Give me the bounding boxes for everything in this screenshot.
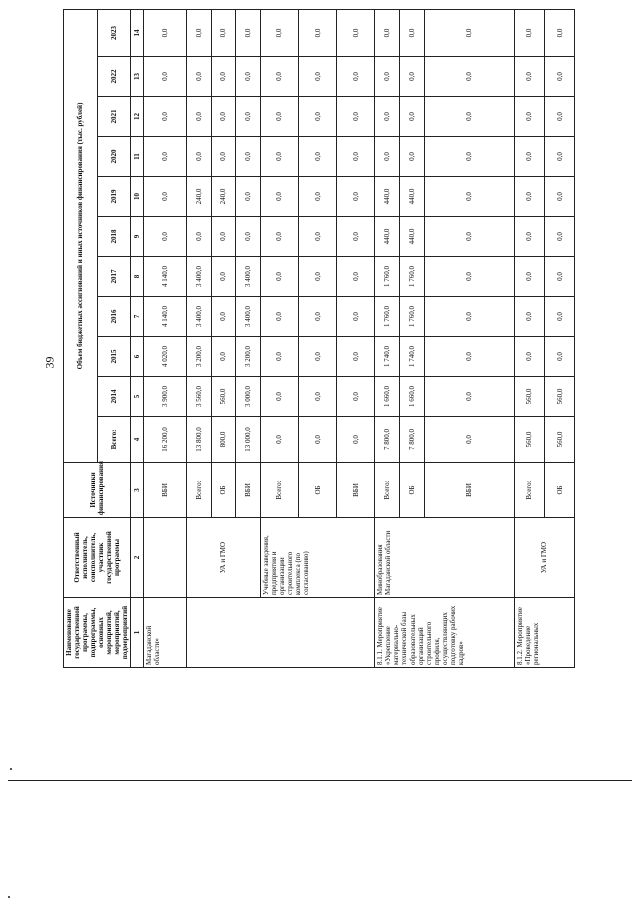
cell-value: 0,0 bbox=[260, 377, 298, 417]
header-volume: Объем бюджетных ассигнований и иных источников финансирования (тыс. рублей) bbox=[64, 9, 98, 462]
rotated-table-frame bbox=[63, 10, 564, 668]
column-number: 3 bbox=[131, 463, 144, 518]
column-number: 7 bbox=[131, 297, 144, 337]
cell-value: 3 200,0 bbox=[186, 337, 211, 377]
cell-value: 0,0 bbox=[544, 9, 574, 56]
cell-value: 0,0 bbox=[337, 257, 375, 297]
column-number: 4 bbox=[131, 417, 144, 463]
scan-speck bbox=[10, 768, 12, 770]
cell-value: 0,0 bbox=[299, 257, 337, 297]
table-row bbox=[514, 9, 544, 667]
cell-value: 0,0 bbox=[299, 137, 337, 177]
header-total: Всего: bbox=[97, 417, 131, 463]
cell-value: 0,0 bbox=[514, 217, 544, 257]
column-number: 5 bbox=[131, 377, 144, 417]
row-source: ОБ bbox=[211, 463, 236, 518]
cell-value: 800,0 bbox=[211, 417, 236, 463]
row-name: 8.1.1. Мероприятие «Укрепление материально-технической базы образовательных организаций строительного профиля, осуществляющих подготовку рабочих кадров» bbox=[375, 598, 514, 668]
header-row-1 bbox=[64, 9, 98, 667]
column-number: 2 bbox=[131, 518, 144, 598]
row-source: ВБИ bbox=[144, 463, 187, 518]
row-responsible: УА и ГМО bbox=[514, 518, 575, 598]
row-responsible: Учебные заведения, предприятия и организации строительного комплекса (по согласованию) bbox=[260, 518, 374, 598]
row-name: Магаданской области» bbox=[144, 598, 187, 668]
cell-value: 0,0 bbox=[211, 217, 236, 257]
cell-value: 0,0 bbox=[544, 257, 574, 297]
cell-value: 1 740,0 bbox=[399, 337, 424, 377]
cell-value: 3 900,0 bbox=[144, 377, 187, 417]
cell-value: 3 400,0 bbox=[236, 297, 261, 337]
column-number: 8 bbox=[131, 257, 144, 297]
column-number: 11 bbox=[131, 137, 144, 177]
cell-value: 4 140,0 bbox=[144, 297, 187, 337]
page-divider-line bbox=[8, 780, 632, 781]
header-source: Источники финансирования bbox=[64, 463, 131, 518]
cell-value: 0,0 bbox=[337, 217, 375, 257]
cell-value: 0,0 bbox=[236, 57, 261, 97]
header-responsible: Ответственный исполнитель, соисполнитель, участник государственной программы bbox=[64, 518, 131, 598]
cell-value: 440,0 bbox=[399, 217, 424, 257]
cell-value: 0,0 bbox=[260, 337, 298, 377]
cell-value: 560,0 bbox=[514, 417, 544, 463]
header-year: 2014 bbox=[97, 377, 131, 417]
cell-value: 0,0 bbox=[514, 9, 544, 56]
cell-value: 4 140,0 bbox=[144, 257, 187, 297]
cell-value: 0,0 bbox=[514, 257, 544, 297]
cell-value: 0,0 bbox=[375, 97, 400, 137]
cell-value: 0,0 bbox=[211, 9, 236, 56]
rotated-table-content bbox=[63, 10, 564, 668]
cell-value: 0,0 bbox=[337, 137, 375, 177]
cell-value: 0,0 bbox=[375, 9, 400, 56]
cell-value: 0,0 bbox=[544, 97, 574, 137]
cell-value: 0,0 bbox=[260, 417, 298, 463]
cell-value: 560,0 bbox=[544, 377, 574, 417]
row-source: ВБИ bbox=[337, 463, 375, 518]
cell-value: 7 800,0 bbox=[399, 417, 424, 463]
row-name bbox=[186, 598, 374, 668]
cell-value: 0,0 bbox=[424, 137, 514, 177]
cell-value: 0,0 bbox=[337, 337, 375, 377]
row-source: ОБ bbox=[544, 463, 574, 518]
cell-value: 0,0 bbox=[514, 337, 544, 377]
cell-value: 1 660,0 bbox=[399, 377, 424, 417]
cell-value: 0,0 bbox=[236, 217, 261, 257]
column-number: 10 bbox=[131, 177, 144, 217]
scan-speck bbox=[8, 896, 10, 898]
cell-value: 3 400,0 bbox=[186, 257, 211, 297]
table-row bbox=[144, 9, 187, 667]
cell-value: 0,0 bbox=[260, 97, 298, 137]
row-source: Всего: bbox=[375, 463, 400, 518]
cell-value: 0,0 bbox=[260, 9, 298, 56]
cell-value: 1 760,0 bbox=[399, 257, 424, 297]
cell-value: 0,0 bbox=[337, 297, 375, 337]
cell-value: 0,0 bbox=[514, 137, 544, 177]
column-number: 14 bbox=[131, 9, 144, 56]
cell-value: 440,0 bbox=[375, 217, 400, 257]
cell-value: 0,0 bbox=[337, 9, 375, 56]
cell-value: 0,0 bbox=[544, 137, 574, 177]
cell-value: 0,0 bbox=[424, 337, 514, 377]
cell-value: 0,0 bbox=[544, 297, 574, 337]
cell-value: 13 800,0 bbox=[186, 417, 211, 463]
cell-value: 0,0 bbox=[424, 417, 514, 463]
cell-value: 0,0 bbox=[299, 97, 337, 137]
cell-value: 0,0 bbox=[424, 257, 514, 297]
table-row bbox=[260, 9, 298, 667]
cell-value: 0,0 bbox=[424, 9, 514, 56]
cell-value: 0,0 bbox=[186, 137, 211, 177]
header-year: 2021 bbox=[97, 97, 131, 137]
cell-value: 0,0 bbox=[399, 137, 424, 177]
cell-value: 0,0 bbox=[211, 257, 236, 297]
cell-value: 0,0 bbox=[144, 97, 187, 137]
row-responsible: Минобразования Магаданской области bbox=[375, 518, 514, 598]
cell-value: 0,0 bbox=[544, 337, 574, 377]
cell-value: 1 760,0 bbox=[375, 257, 400, 297]
cell-value: 0,0 bbox=[211, 137, 236, 177]
cell-value: 0,0 bbox=[375, 57, 400, 97]
cell-value: 0,0 bbox=[299, 297, 337, 337]
cell-value: 0,0 bbox=[299, 417, 337, 463]
cell-value: 16 200,0 bbox=[144, 417, 187, 463]
cell-value: 0,0 bbox=[186, 217, 211, 257]
cell-value: 3 200,0 bbox=[236, 337, 261, 377]
cell-value: 0,0 bbox=[144, 177, 187, 217]
header-year: 2018 bbox=[97, 217, 131, 257]
cell-value: 7 800,0 bbox=[375, 417, 400, 463]
cell-value: 1 760,0 bbox=[399, 297, 424, 337]
cell-value: 0,0 bbox=[299, 57, 337, 97]
row-source: ВБИ bbox=[236, 463, 261, 518]
cell-value: 0,0 bbox=[514, 177, 544, 217]
cell-value: 0,0 bbox=[375, 137, 400, 177]
cell-value: 0,0 bbox=[514, 97, 544, 137]
cell-value: 0,0 bbox=[236, 177, 261, 217]
cell-value: 240,0 bbox=[211, 177, 236, 217]
cell-value: 0,0 bbox=[424, 217, 514, 257]
header-name: Наименование государственной программы, подпрограммы, основных мероприятий, мероприятий, подмероприятий bbox=[64, 598, 131, 668]
cell-value: 0,0 bbox=[211, 57, 236, 97]
cell-value: 0,0 bbox=[260, 297, 298, 337]
cell-value: 0,0 bbox=[186, 57, 211, 97]
cell-value: 0,0 bbox=[399, 57, 424, 97]
header-year: 2019 bbox=[97, 177, 131, 217]
cell-value: 0,0 bbox=[299, 217, 337, 257]
row-source: Всего: bbox=[186, 463, 211, 518]
cell-value: 560,0 bbox=[544, 417, 574, 463]
cell-value: 0,0 bbox=[399, 97, 424, 137]
cell-value: 0,0 bbox=[260, 257, 298, 297]
cell-value: 0,0 bbox=[544, 57, 574, 97]
cell-value: 0,0 bbox=[211, 297, 236, 337]
cell-value: 0,0 bbox=[144, 217, 187, 257]
cell-value: 0,0 bbox=[424, 297, 514, 337]
cell-value: 4 020,0 bbox=[144, 337, 187, 377]
cell-value: 240,0 bbox=[186, 177, 211, 217]
cell-value: 0,0 bbox=[337, 97, 375, 137]
cell-value: 0,0 bbox=[299, 377, 337, 417]
cell-value: 0,0 bbox=[144, 57, 187, 97]
cell-value: 0,0 bbox=[337, 417, 375, 463]
cell-value: 0,0 bbox=[236, 137, 261, 177]
cell-value: 1 740,0 bbox=[375, 337, 400, 377]
table-row bbox=[375, 9, 400, 667]
row-responsible bbox=[144, 518, 187, 598]
cell-value: 13 000,0 bbox=[236, 417, 261, 463]
cell-value: 0,0 bbox=[260, 217, 298, 257]
cell-value: 0,0 bbox=[260, 177, 298, 217]
cell-value: 0,0 bbox=[211, 97, 236, 137]
cell-value: 3 400,0 bbox=[186, 297, 211, 337]
cell-value: 0,0 bbox=[424, 177, 514, 217]
column-number: 6 bbox=[131, 337, 144, 377]
column-number: 1 bbox=[131, 598, 144, 668]
cell-value: 440,0 bbox=[399, 177, 424, 217]
financing-table bbox=[63, 9, 575, 668]
cell-value: 560,0 bbox=[211, 377, 236, 417]
cell-value: 0,0 bbox=[144, 137, 187, 177]
cell-value: 0,0 bbox=[144, 9, 187, 56]
row-source: ОБ bbox=[299, 463, 337, 518]
header-year: 2016 bbox=[97, 297, 131, 337]
header-year: 2015 bbox=[97, 337, 131, 377]
cell-value: 0,0 bbox=[337, 177, 375, 217]
cell-value: 0,0 bbox=[260, 57, 298, 97]
header-year: 2020 bbox=[97, 137, 131, 177]
cell-value: 0,0 bbox=[337, 377, 375, 417]
cell-value: 3 560,0 bbox=[186, 377, 211, 417]
header-year: 2017 bbox=[97, 257, 131, 297]
cell-value: 1 660,0 bbox=[375, 377, 400, 417]
cell-value: 3 000,0 bbox=[236, 377, 261, 417]
page-number: 39 bbox=[42, 356, 57, 369]
column-number: 12 bbox=[131, 97, 144, 137]
cell-value: 1 760,0 bbox=[375, 297, 400, 337]
cell-value: 0,0 bbox=[299, 177, 337, 217]
table-row bbox=[186, 9, 211, 667]
cell-value: 0,0 bbox=[260, 137, 298, 177]
header-year: 2023 bbox=[97, 9, 131, 56]
cell-value: 560,0 bbox=[514, 377, 544, 417]
column-number: 9 bbox=[131, 217, 144, 257]
cell-value: 440,0 bbox=[375, 177, 400, 217]
cell-value: 0,0 bbox=[337, 57, 375, 97]
row-source: Всего: bbox=[514, 463, 544, 518]
row-source: Всего: bbox=[260, 463, 298, 518]
cell-value: 0,0 bbox=[544, 217, 574, 257]
cell-value: 0,0 bbox=[424, 57, 514, 97]
cell-value: 0,0 bbox=[236, 9, 261, 56]
row-source: ОБ bbox=[399, 463, 424, 518]
cell-value: 0,0 bbox=[424, 97, 514, 137]
cell-value: 0,0 bbox=[211, 337, 236, 377]
cell-value: 0,0 bbox=[424, 377, 514, 417]
cell-value: 0,0 bbox=[186, 97, 211, 137]
cell-value: 0,0 bbox=[514, 297, 544, 337]
cell-value: 0,0 bbox=[299, 337, 337, 377]
cell-value: 0,0 bbox=[236, 97, 261, 137]
cell-value: 0,0 bbox=[514, 57, 544, 97]
cell-value: 0,0 bbox=[399, 9, 424, 56]
cell-value: 3 400,0 bbox=[236, 257, 261, 297]
row-source: ВБИ bbox=[424, 463, 514, 518]
column-number: 13 bbox=[131, 57, 144, 97]
cell-value: 0,0 bbox=[544, 177, 574, 217]
row-responsible: УА и ГМО bbox=[186, 518, 260, 598]
cell-value: 0,0 bbox=[186, 9, 211, 56]
cell-value: 0,0 bbox=[299, 9, 337, 56]
header-year: 2022 bbox=[97, 57, 131, 97]
row-name: 8.1.2. Мероприятие «Проведение региональных bbox=[514, 598, 575, 668]
column-number-row bbox=[131, 9, 144, 667]
